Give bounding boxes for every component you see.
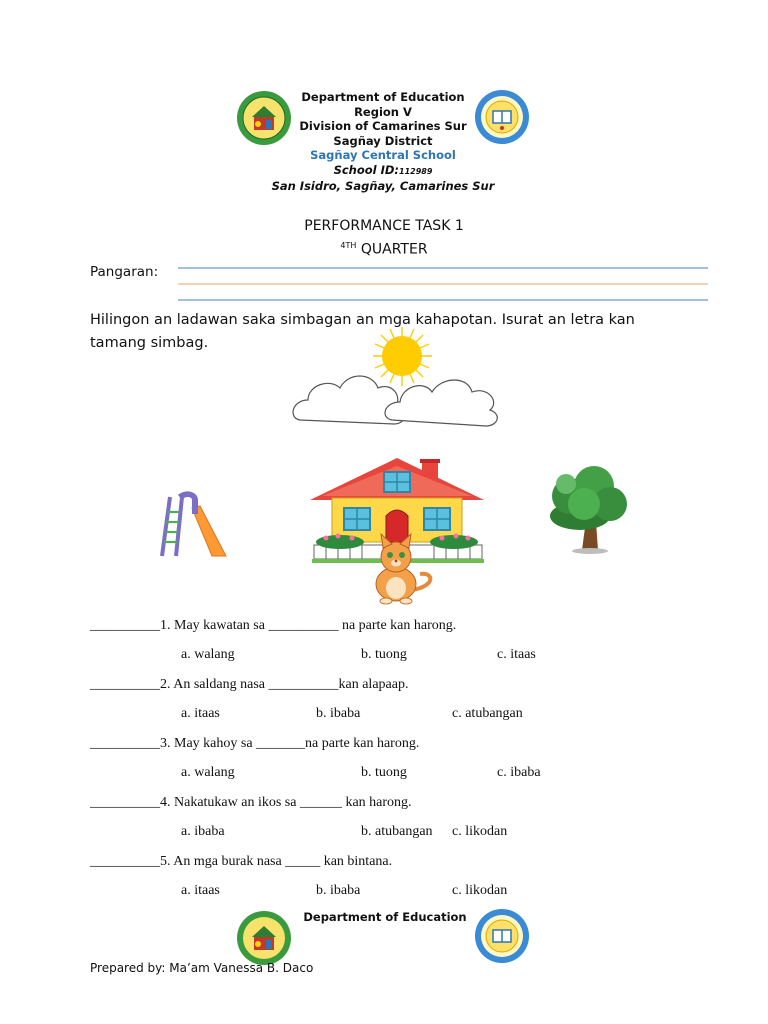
deped-seal-logo-footer: [236, 910, 292, 966]
answer-blank[interactable]: __________: [90, 618, 160, 633]
school-address: San Isidro, Sagñay, Camarines Sur: [271, 179, 495, 193]
fill-blank[interactable]: ______: [299, 795, 342, 810]
letterhead: [230, 90, 536, 194]
option-1b: b. tuong: [361, 647, 407, 662]
fill-blank[interactable]: _____: [285, 854, 321, 869]
footer-dept-name: Department of Education: [303, 910, 467, 924]
option-1a: a. walang: [181, 647, 235, 662]
fill-blank[interactable]: __________: [268, 677, 339, 692]
option-5a: a. itaas: [181, 883, 220, 898]
option-4a: a. ibaba: [181, 824, 225, 839]
question-1: __________1. May kawatan sa __________ na parte kan harong.: [90, 618, 457, 633]
cat-icon: [376, 534, 430, 604]
option-1c: c. itaas: [497, 647, 536, 662]
task-title: PERFORMANCE TASK 1: [304, 218, 464, 234]
slide-icon: [162, 491, 226, 556]
option-2a: a. itaas: [181, 706, 220, 721]
answer-blank[interactable]: __________: [90, 854, 160, 869]
question-2: __________2. An saldang nasa __________kan alapaap.: [90, 677, 409, 692]
option-3c: c. ibaba: [497, 765, 541, 780]
quarter-label: $^{4TH}$ QUARTER: [340, 241, 428, 258]
house-icon: [310, 458, 484, 563]
fill-blank[interactable]: __________: [268, 618, 339, 633]
option-4b: b. atubangan: [361, 824, 433, 839]
option-5c: c. likodan: [452, 883, 508, 898]
option-2b: b. ibaba: [316, 706, 361, 721]
question-4: __________4. Nakatukaw an ikos sa ______ kan harong.: [90, 795, 412, 810]
name-label: Pangaran:: [90, 264, 159, 280]
clouds-icon: [293, 376, 497, 426]
dept-name: Department of Education: [301, 90, 465, 104]
division-name: Division of Camarines Sur: [299, 119, 467, 133]
option-4c: c. likodan: [452, 824, 508, 839]
school-name: Sagñay Central School: [310, 148, 456, 162]
instructions: Hilingon an ladawan saka simbagan an mga kahapotan. Isurat an letra kan tamang simbag.: [90, 312, 635, 351]
school-id: School ID:112989: [333, 162, 433, 177]
fill-blank[interactable]: _______: [256, 736, 306, 751]
answer-blank[interactable]: __________: [90, 795, 160, 810]
district-name: Sagñay District: [333, 133, 433, 148]
question-5: __________5. An mga burak nasa _____ kan bintana.: [90, 854, 393, 869]
question-3: __________3. May kahoy sa _______na parte kan harong.: [90, 736, 420, 751]
name-writing-lines[interactable]: [176, 264, 710, 304]
region-name: Region V: [354, 104, 412, 119]
option-2c: c. atubangan: [452, 706, 523, 721]
option-3a: a. walang: [181, 765, 235, 780]
option-5b: b. ibaba: [316, 883, 361, 898]
school-seal-logo-footer: [474, 908, 530, 964]
option-3b: b. tuong: [361, 765, 407, 780]
tree-icon: [550, 466, 627, 554]
answer-blank[interactable]: __________: [90, 677, 160, 692]
prepared-by: Prepared by: Ma’am Vanessa B. Daco: [90, 961, 314, 975]
answer-blank[interactable]: __________: [90, 736, 160, 751]
